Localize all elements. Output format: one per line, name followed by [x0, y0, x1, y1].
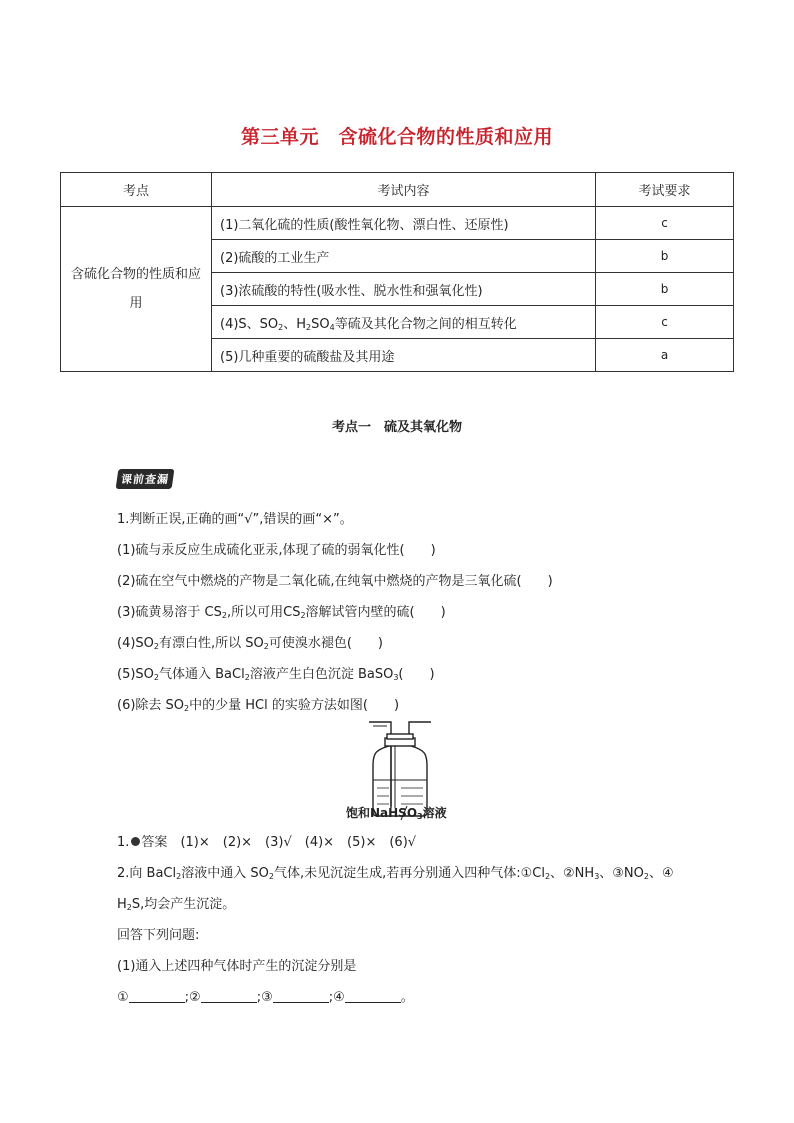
- text: S,均会产生沉淀。: [131, 897, 236, 912]
- subscript: 2: [184, 704, 190, 713]
- table-row: [61, 207, 734, 240]
- subscript: 4: [329, 322, 335, 332]
- blank-label: ;④: [328, 990, 345, 1005]
- answer-icon: [131, 837, 140, 846]
- blank-label: ;③: [256, 990, 273, 1005]
- subscript: 2: [221, 611, 227, 620]
- text: (5)SO: [117, 667, 154, 682]
- q2-sub-question-1: (1)通入上述四种气体时产生的沉淀分别是: [117, 959, 357, 974]
- topic-cell: 含硫化合物的性质和应用: [61, 207, 212, 372]
- subscript: 2: [300, 611, 306, 620]
- subscript: 2: [643, 872, 649, 881]
- text: 2.向 BaCl: [117, 866, 177, 881]
- text: 气体通入 BaCl: [159, 667, 245, 682]
- text: 中的少量 HCl 的实验方法如图( ): [189, 698, 400, 713]
- q1-stem: 1.判断正误,正确的画“√”,错误的画“×”。: [117, 512, 353, 527]
- text: 溶解试管内壁的硫( ): [305, 605, 446, 620]
- requirements-table: [60, 172, 734, 372]
- level-cell: b: [596, 273, 734, 306]
- text: ,所以可用CS: [226, 605, 301, 620]
- q1-item-4: [117, 632, 383, 651]
- blank-label: ①: [117, 990, 129, 1005]
- answer-blank[interactable]: [129, 990, 185, 1003]
- q2-stem: [117, 862, 674, 881]
- badge-text: 课前查漏: [116, 469, 175, 489]
- level-cell: c: [596, 207, 734, 240]
- content-cell: (2)硫酸的工业生产: [212, 240, 596, 273]
- subscript: 2: [153, 673, 159, 682]
- subscript: 2: [153, 642, 159, 651]
- q2-answer-blanks: [117, 986, 414, 1005]
- subscript: 2: [306, 322, 312, 332]
- subscript: 2: [268, 872, 274, 881]
- subscript: 3: [393, 673, 399, 682]
- content-text: SO: [311, 316, 330, 332]
- subscript: 3: [594, 872, 600, 881]
- text: (4)SO: [117, 636, 154, 651]
- subscript: 3: [417, 812, 423, 821]
- subscript: 2: [263, 642, 269, 651]
- text: 、②NH: [550, 866, 595, 881]
- text: 溶液: [422, 806, 447, 820]
- content-cell: (5)几种重要的硫酸盐及其用途: [212, 339, 596, 372]
- text: 可使溴水褪色( ): [268, 636, 383, 651]
- content-text: 等硫及其化合物之间的相互转化: [334, 316, 517, 332]
- level-cell: c: [596, 306, 734, 339]
- text: 气体,未见沉淀生成,若再分别通入四种气体:①Cl: [273, 866, 545, 881]
- table-header: 考试要求: [596, 173, 734, 207]
- answer-blank[interactable]: [201, 990, 257, 1003]
- text: 有漂白性,所以 SO: [159, 636, 264, 651]
- q1-item-5: [117, 663, 435, 682]
- answer-blank[interactable]: [273, 990, 329, 1003]
- subscript: 2: [244, 673, 250, 682]
- content-cell: (3)浓硫酸的特性(吸水性、脱水性和强氧化性): [212, 273, 596, 306]
- q1-item-1: (1)硫与汞反应生成硫化亚汞,体现了硫的弱氧化性( ): [117, 543, 436, 558]
- blank-label: 。: [400, 990, 414, 1005]
- content-cell: (1)二氧化硫的性质(酸性氧化物、漂白性、还原性): [212, 207, 596, 240]
- text: 饱和NaHSO: [346, 806, 418, 820]
- q2-prompt: 回答下列问题:: [117, 928, 200, 943]
- text: 溶液中通入 SO: [181, 866, 269, 881]
- text: (6)除去 SO: [117, 698, 185, 713]
- answer-label: 答案: [141, 835, 168, 850]
- answer-text: (1)× (2)× (3)√ (4)× (5)× (6)√: [180, 835, 417, 850]
- q1-item-2: (2)硫在空气中燃烧的产物是二氧化硫,在纯氧中燃烧的产物是三氧化硫( ): [117, 574, 553, 589]
- q2-stem-line2: [117, 893, 235, 912]
- pre-class-badge: [117, 468, 173, 489]
- text: (3)硫黄易溶于 CS: [117, 605, 222, 620]
- text: 、④: [649, 866, 674, 881]
- text: 溶液产生白色沉淀 BaSO: [249, 667, 394, 682]
- content-text: (4)S、SO: [220, 316, 279, 332]
- subscript: 2: [544, 872, 551, 881]
- text: 、③NO: [599, 866, 644, 881]
- text: ( ): [398, 667, 435, 682]
- content-cell: [212, 306, 596, 339]
- blank-label: ;②: [184, 990, 201, 1005]
- content-text: 、H: [283, 316, 307, 332]
- answer-blank[interactable]: [345, 990, 401, 1003]
- q1-item-3: [117, 601, 446, 620]
- subscript: 2: [176, 872, 182, 881]
- section-title: 考点一 硫及其氧化物: [331, 420, 462, 435]
- table-header: 考试内容: [212, 173, 596, 207]
- q1-item-6: [117, 694, 399, 713]
- text: 1.: [117, 835, 130, 850]
- text: H: [117, 897, 127, 912]
- page-title: 第三单元 含硫化合物的性质和应用: [240, 126, 553, 148]
- table-header: 考点: [61, 173, 212, 207]
- level-cell: b: [596, 240, 734, 273]
- q1-answer: [117, 831, 416, 850]
- figure-caption: [346, 804, 447, 821]
- subscript: 2: [126, 903, 132, 912]
- subscript: 2: [278, 322, 284, 332]
- level-cell: a: [596, 339, 734, 372]
- table-header-row: [61, 173, 734, 207]
